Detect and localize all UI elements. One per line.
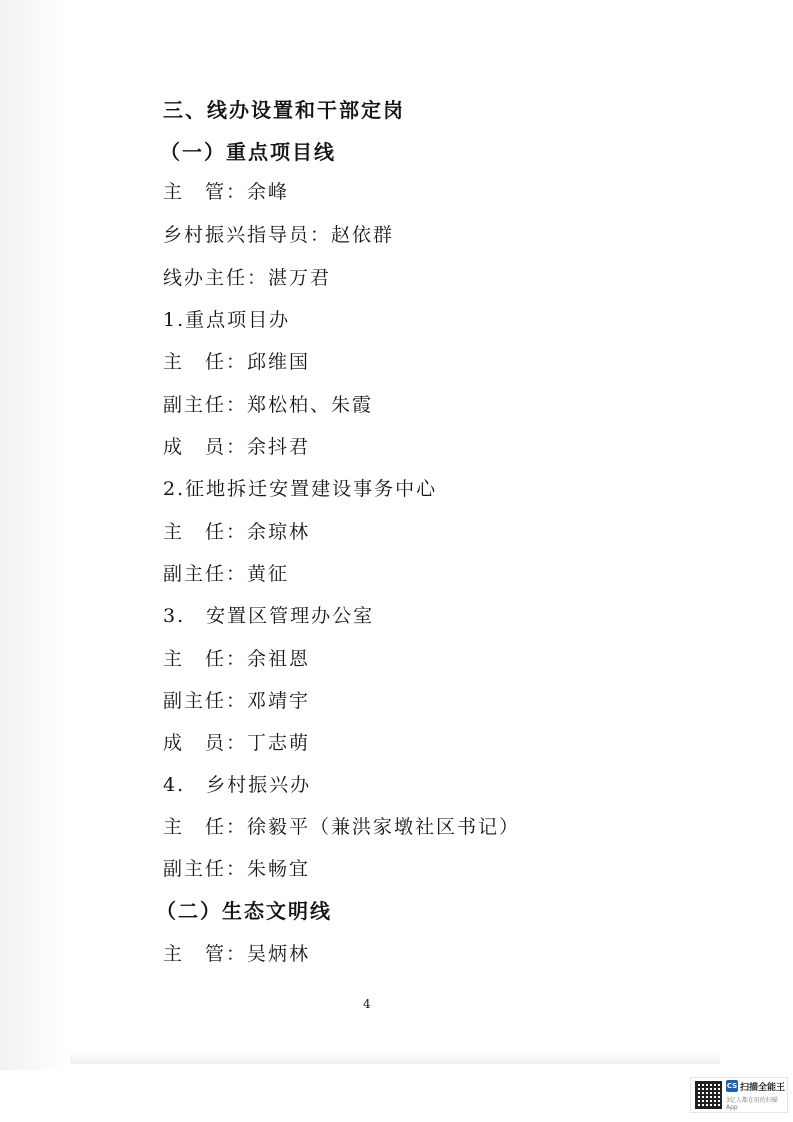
text-line: 主 任：徐毅平（兼洪家墩社区书记） — [163, 816, 521, 838]
text-line: 副主任：邓靖宇 — [163, 690, 311, 712]
text-line: 主 任：余琼林 — [163, 521, 311, 543]
text-line: 副主任：黄征 — [163, 563, 290, 585]
item-heading: 1.重点项目办 — [163, 309, 291, 331]
text-line: 线办主任：湛万君 — [163, 267, 332, 289]
text-line: 成 员：丁志萌 — [163, 732, 311, 754]
text-line: 主 管：余峰 — [163, 181, 290, 203]
text-line: 主 任：余祖恩 — [163, 648, 311, 670]
text-line: 主 管：吴炳林 — [163, 943, 311, 965]
camscanner-logo-icon: CS — [726, 1082, 738, 1090]
watermark-app-name: 扫描全能王 — [739, 1082, 785, 1093]
watermark-tagline: 3亿人都在用的扫描App — [725, 1096, 778, 1111]
text-line: 副主任：郑松柏、朱霞 — [163, 394, 374, 416]
text-line: 副主任：朱畅宜 — [163, 858, 311, 880]
text-line: 主 任：邱维国 — [163, 351, 311, 373]
subsection-heading: （一）重点项目线 — [160, 140, 336, 164]
item-heading: 2.征地拆迁安置建设事务中心 — [163, 478, 438, 500]
item-heading: 4. 乡村振兴办 — [163, 774, 312, 796]
text-line: 成 员：余抖君 — [163, 436, 311, 458]
page-number: 4 — [363, 997, 371, 1011]
qr-code-icon — [695, 1081, 722, 1109]
section-heading: 三、线办设置和干部定岗 — [163, 98, 405, 122]
item-heading: 3. 安置区管理办公室 — [163, 605, 375, 627]
scanner-watermark — [690, 1077, 788, 1113]
text-line: 乡村振兴指导员：赵依群 — [163, 224, 395, 246]
subsection-heading: （二）生态文明线 — [156, 899, 332, 923]
